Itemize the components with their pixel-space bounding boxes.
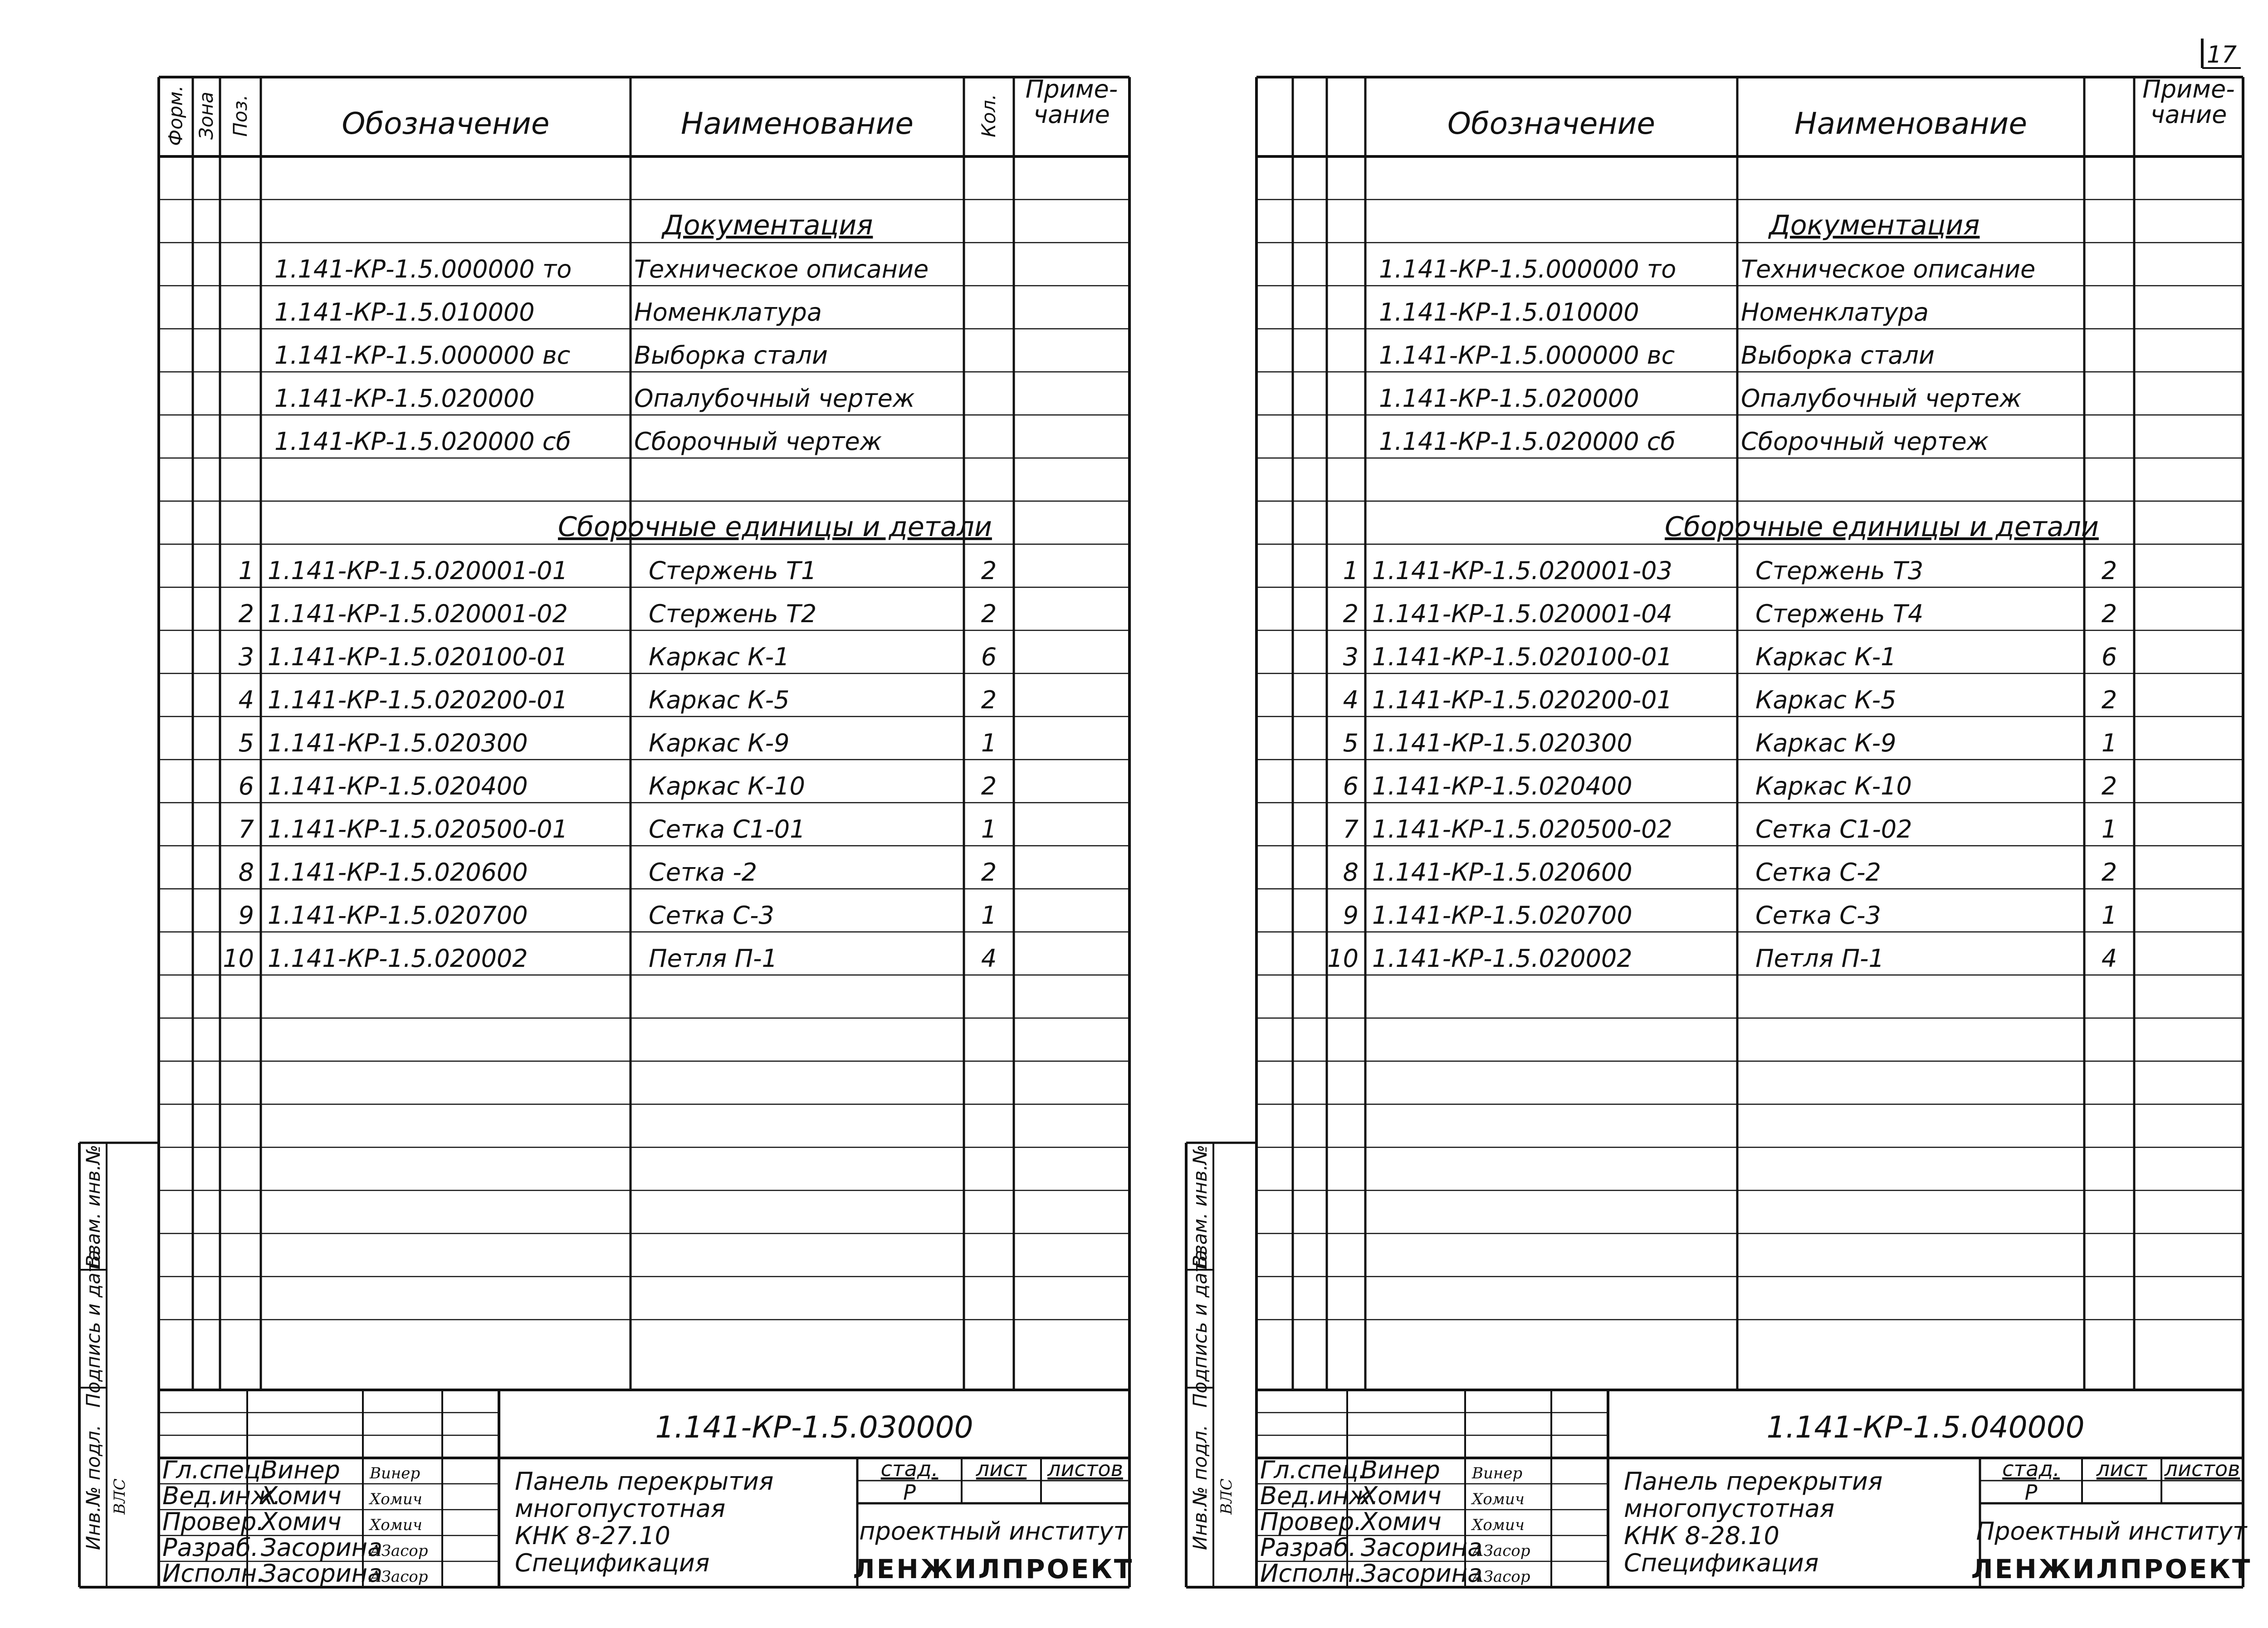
assembly-pos: 7 [238, 815, 254, 843]
assembly-pos: 10 [1327, 944, 1359, 973]
role-label: Разраб. [1260, 1533, 1357, 1562]
doc-designation: 1.141-КР-1.5.000000 то [1379, 255, 1677, 283]
doc-name: Выборка стали [1741, 341, 1935, 370]
assembly-designation: 1.141-КР-1.5.020400 [268, 772, 528, 800]
spec-sheet-1 [79, 75, 1134, 1588]
title-block [1256, 1390, 2252, 1588]
assembly-name: Каркас К-9 [649, 729, 790, 757]
documentation-section [1379, 210, 2035, 456]
assembly-row [239, 729, 997, 757]
doc-designation: 1.141-КР-1.5.000000 вс [1379, 341, 1675, 370]
document-title-line: Спецификация [515, 1549, 710, 1577]
assembly-designation: 1.141-КР-1.5.020500-02 [1372, 815, 1672, 843]
assembly-row [1343, 600, 2117, 628]
assembly-designation: 1.141-КР-1.5.020600 [1372, 858, 1633, 887]
assembly-qty: 6 [981, 643, 997, 671]
assembly-name: Каркас К-10 [1755, 772, 1912, 800]
organization-type: Проектный институт [1976, 1517, 2247, 1545]
header-name: Наименование [1794, 106, 2027, 141]
assembly-pos: 3 [238, 643, 254, 671]
stage-value: Р [903, 1480, 916, 1505]
stamp-initials: ВЛС [111, 1478, 129, 1515]
doc-name: Техническое описание [1741, 255, 2036, 283]
assembly-designation: 1.141-КР-1.5.020700 [268, 901, 528, 930]
section-title-assemblies: Сборочные единицы и детали [558, 511, 992, 543]
assembly-pos: 9 [238, 901, 254, 930]
signature: Хомич [1472, 1490, 1525, 1508]
assembly-row [239, 772, 997, 800]
section-title-assemblies: Сборочные единицы и детали [1665, 511, 2099, 543]
header-name: Наименование [681, 106, 914, 141]
sheet-label: лист [976, 1457, 1027, 1481]
assembly-qty: 2 [981, 686, 997, 714]
assembly-row [239, 556, 997, 585]
organization-type: проектный институт [859, 1517, 1128, 1545]
signature: АЗасор [1472, 1568, 1530, 1586]
doc-name: Опалубочный чертеж [1741, 384, 2022, 413]
assembly-name: Сетка С1-01 [649, 815, 806, 843]
sheets-label: листов [1047, 1457, 1123, 1481]
assembly-name: Стержень Т1 [649, 556, 817, 585]
assembly-qty: 2 [2101, 772, 2117, 800]
person-name: Винер [261, 1456, 340, 1484]
assembly-designation: 1.141-КР-1.5.020001-04 [1372, 600, 1672, 628]
assembly-pos: 5 [1343, 729, 1359, 757]
signature: Винер [1472, 1464, 1523, 1482]
signature: АЗасор [370, 1568, 428, 1586]
assembly-designation: 1.141-КР-1.5.020100-01 [1372, 643, 1672, 671]
header-note [2142, 75, 2234, 129]
side-label: Взам. инв.№ [82, 1145, 104, 1268]
document-title-line: Спецификация [1624, 1549, 1819, 1577]
signature-row [1260, 1559, 1530, 1588]
assembly-pos: 3 [1343, 643, 1359, 671]
assembly-pos: 2 [238, 600, 254, 628]
person-name: Хомич [261, 1482, 342, 1510]
side-label: Подпись и дата [1189, 1250, 1211, 1408]
assembly-designation: 1.141-КР-1.5.020400 [1372, 772, 1633, 800]
role-label: Исполн. [162, 1559, 265, 1588]
assembly-designation: 1.141-КР-1.5.020200-01 [1372, 686, 1672, 714]
assembly-name: Сетка С1-02 [1755, 815, 1912, 843]
signature: АЗасор [370, 1542, 428, 1560]
assembly-designation: 1.141-КР-1.5.020001-01 [268, 556, 568, 585]
assembly-designation: 1.141-КР-1.5.020001-03 [1372, 556, 1672, 585]
doc-designation: 1.141-КР-1.5.000000 то [274, 255, 572, 283]
side-label: Инв.№ подл. [1189, 1424, 1211, 1550]
assembly-pos: 7 [1343, 815, 1359, 843]
title-block [159, 1390, 1134, 1588]
person-name: Хомич [1361, 1507, 1442, 1536]
doc-name: Сборочный чертеж [634, 427, 882, 456]
doc-name: Сборочный чертеж [1741, 427, 1989, 456]
assembly-qty: 2 [981, 772, 997, 800]
assembly-row [239, 686, 997, 714]
assembly-name: Каркас К-5 [649, 686, 790, 714]
signature: Хомич [370, 1490, 422, 1508]
assembly-qty: 2 [981, 556, 997, 585]
signature-row [162, 1507, 422, 1536]
header-format: Форм. [164, 85, 187, 146]
assembly-qty: 1 [2101, 901, 2117, 930]
assembly-row [1343, 556, 2117, 585]
doc-designation: 1.141-КР-1.5.020000 сб [274, 427, 571, 456]
assembly-row [1343, 772, 2117, 800]
role-label: Вед.инж. [162, 1482, 281, 1510]
assembly-qty: 1 [2101, 815, 2117, 843]
assemblies-section [223, 511, 997, 973]
person-name: Засорина [261, 1559, 383, 1588]
header-designation: Обозначение [342, 106, 550, 141]
assembly-row [239, 643, 997, 671]
person-name: Винер [1361, 1456, 1440, 1484]
organization-name: ЛЕНЖИЛПРОЕКТ [1971, 1554, 2252, 1584]
assembly-qty: 2 [2101, 600, 2117, 628]
table-header [165, 75, 1118, 146]
doc-name: Номенклатура [1741, 298, 1929, 327]
document-title-line: КНК 8-28.10 [1624, 1521, 1779, 1550]
assembly-row [1343, 729, 2117, 757]
header-note-line: чание [2150, 100, 2227, 129]
person-name: Засорина [261, 1533, 383, 1562]
assembly-designation: 1.141-КР-1.5.020300 [268, 729, 528, 757]
assembly-pos: 8 [238, 858, 254, 887]
role-label: Гл.спец. [162, 1456, 269, 1484]
assembly-row [223, 944, 997, 973]
assembly-designation: 1.141-КР-1.5.020002 [268, 944, 528, 973]
assembly-qty: 1 [981, 901, 997, 930]
assembly-row [1343, 815, 2117, 843]
assembly-qty: 1 [981, 815, 997, 843]
assembly-name: Петля П-1 [1755, 944, 1884, 973]
assembly-row [1343, 901, 2117, 930]
assembly-name: Стержень Т4 [1755, 600, 1924, 628]
assembly-name: Сетка С-3 [1755, 901, 1881, 930]
doc-name: Номенклатура [634, 298, 822, 327]
assembly-name: Сетка С-3 [649, 901, 774, 930]
assembly-name: Петля П-1 [649, 944, 777, 973]
document-code: 1.141-КР-1.5.040000 [1766, 1410, 2085, 1445]
person-name: Засорина [1361, 1533, 1483, 1562]
signature: Винер [370, 1464, 420, 1482]
person-name: Хомич [261, 1507, 342, 1536]
organization-name: ЛЕНЖИЛПРОЕКТ [853, 1554, 1134, 1584]
assembly-pos: 1 [1343, 556, 1359, 585]
assembly-qty: 2 [2101, 858, 2117, 887]
stage-label: стад. [880, 1457, 938, 1481]
doc-designation: 1.141-КР-1.5.010000 [274, 298, 535, 327]
person-name: Засорина [1361, 1559, 1483, 1588]
assembly-designation: 1.141-КР-1.5.020500-01 [268, 815, 568, 843]
section-title-documentation: Документация [1769, 210, 1980, 241]
assembly-row [239, 901, 997, 930]
role-label: Гл.спец. [1260, 1456, 1366, 1484]
stage-label: стад. [2002, 1457, 2060, 1481]
page-number: 17 [2206, 41, 2237, 68]
header-zone: Зона [195, 92, 217, 140]
header-note [1026, 75, 1118, 129]
header-pos: Поз. [229, 94, 251, 137]
doc-name: Опалубочный чертеж [634, 384, 915, 413]
doc-designation: 1.141-КР-1.5.000000 вс [274, 341, 571, 370]
signature-row [162, 1559, 428, 1588]
assembly-pos: 8 [1343, 858, 1359, 887]
documentation-section [274, 210, 929, 456]
assembly-pos: 6 [1343, 772, 1359, 800]
assembly-row [1327, 944, 2117, 973]
assembly-pos: 5 [238, 729, 254, 757]
assembly-qty: 1 [2101, 729, 2117, 757]
assembly-designation: 1.141-КР-1.5.020200-01 [268, 686, 568, 714]
document-title-line: КНК 8-27.10 [515, 1521, 670, 1550]
doc-row [1379, 298, 1929, 327]
assembly-pos: 10 [223, 944, 254, 973]
stamp-initials: ВЛС [1217, 1478, 1236, 1515]
assembly-designation: 1.141-КР-1.5.020100-01 [268, 643, 568, 671]
role-label: Вед.инж. [1260, 1482, 1378, 1510]
assembly-pos: 4 [238, 686, 254, 714]
signature-row [1260, 1507, 1525, 1536]
assembly-name: Каркас К-10 [649, 772, 805, 800]
doc-row [274, 427, 882, 456]
assembly-row [1343, 858, 2117, 887]
assembly-pos: 2 [1343, 600, 1359, 628]
assembly-pos: 9 [1343, 901, 1359, 930]
signature-row [1260, 1456, 1522, 1484]
doc-row [274, 255, 929, 283]
assembly-row [239, 600, 997, 628]
doc-row [1379, 341, 1935, 370]
side-label: Инв.№ подл. [82, 1424, 104, 1550]
assembly-qty: 2 [981, 858, 997, 887]
doc-designation: 1.141-КР-1.5.020000 [1379, 384, 1639, 413]
assembly-name: Каркас К-1 [1755, 643, 1897, 671]
role-label: Разраб. [162, 1533, 259, 1562]
assemblies-section [1327, 511, 2117, 973]
header-qty: Кол. [978, 94, 1000, 137]
assembly-designation: 1.141-КР-1.5.020001-02 [268, 600, 568, 628]
doc-designation: 1.141-КР-1.5.020000 сб [1379, 427, 1676, 456]
assembly-row [239, 858, 997, 887]
signature-row [162, 1533, 428, 1562]
doc-row [1379, 255, 2035, 283]
assembly-qty: 1 [981, 729, 997, 757]
doc-row [1379, 384, 2022, 413]
signature-row [1260, 1482, 1525, 1510]
assembly-qty: 2 [2101, 686, 2117, 714]
document-title-line: многопустотная [1624, 1494, 1835, 1523]
header-designation: Обозначение [1447, 106, 1655, 141]
assembly-designation: 1.141-КР-1.5.020700 [1372, 901, 1633, 930]
assembly-name: Каркас К-5 [1755, 686, 1897, 714]
doc-row [274, 384, 915, 413]
assembly-name: Каркас К-9 [1755, 729, 1897, 757]
doc-row [274, 298, 822, 327]
document-title-line: многопустотная [515, 1494, 726, 1523]
assembly-name: Каркас К-1 [649, 643, 790, 671]
assembly-qty: 2 [981, 600, 997, 628]
table-header [1447, 75, 2235, 141]
assembly-name: Стержень Т2 [649, 600, 817, 628]
document-code: 1.141-КР-1.5.030000 [655, 1410, 973, 1445]
assembly-row [1343, 686, 2117, 714]
doc-name: Техническое описание [634, 255, 929, 283]
doc-designation: 1.141-КР-1.5.020000 [274, 384, 535, 413]
assembly-name: Сетка -2 [649, 858, 758, 887]
assembly-row [1343, 643, 2117, 671]
assembly-pos: 1 [238, 556, 254, 585]
doc-name: Выборка стали [634, 341, 828, 370]
document-title-line: Панель перекрытия [515, 1467, 774, 1496]
spec-sheet-2 [1186, 75, 2252, 1588]
side-stamp [79, 1143, 159, 1587]
assembly-qty: 6 [2101, 643, 2117, 671]
sheets-label: листов [2164, 1457, 2240, 1481]
doc-row [1379, 427, 1989, 456]
assembly-row [239, 815, 997, 843]
document-title-line: Панель перекрытия [1624, 1467, 1883, 1496]
signature: АЗасор [1472, 1542, 1530, 1560]
assembly-designation: 1.141-КР-1.5.020300 [1372, 729, 1633, 757]
doc-designation: 1.141-КР-1.5.010000 [1379, 298, 1639, 327]
role-label: Провер. [162, 1507, 264, 1536]
side-label: Взам. инв.№ [1189, 1145, 1211, 1268]
assembly-qty: 2 [2101, 556, 2117, 585]
page-number-box [2202, 39, 2241, 68]
header-note-line: Приме- [2142, 75, 2235, 103]
stage-value: Р [2024, 1480, 2038, 1505]
header-note-line: Приме- [1025, 75, 1118, 103]
sheet-label: лист [2096, 1457, 2147, 1481]
signature: Хомич [370, 1516, 422, 1534]
assembly-pos: 6 [238, 772, 254, 800]
role-label: Исполн. [1260, 1559, 1363, 1588]
header-note-line: чание [1033, 100, 1110, 129]
assembly-qty: 4 [2101, 944, 2117, 973]
signature-row [162, 1482, 422, 1510]
assembly-pos: 4 [1343, 686, 1359, 714]
side-label: Подпись и дата [82, 1250, 104, 1408]
doc-row [274, 341, 828, 370]
signature-row [162, 1456, 420, 1484]
signature-row [1260, 1533, 1530, 1562]
side-stamp [1186, 1143, 1256, 1587]
section-title-documentation: Документация [662, 210, 873, 241]
assembly-name: Стержень Т3 [1755, 556, 1924, 585]
assembly-qty: 4 [981, 944, 997, 973]
assembly-name: Сетка С-2 [1755, 858, 1881, 887]
assembly-designation: 1.141-КР-1.5.020600 [268, 858, 528, 887]
role-label: Провер. [1260, 1507, 1362, 1536]
signature: Хомич [1472, 1516, 1525, 1534]
assembly-designation: 1.141-КР-1.5.020002 [1372, 944, 1633, 973]
person-name: Хомич [1361, 1482, 1442, 1510]
